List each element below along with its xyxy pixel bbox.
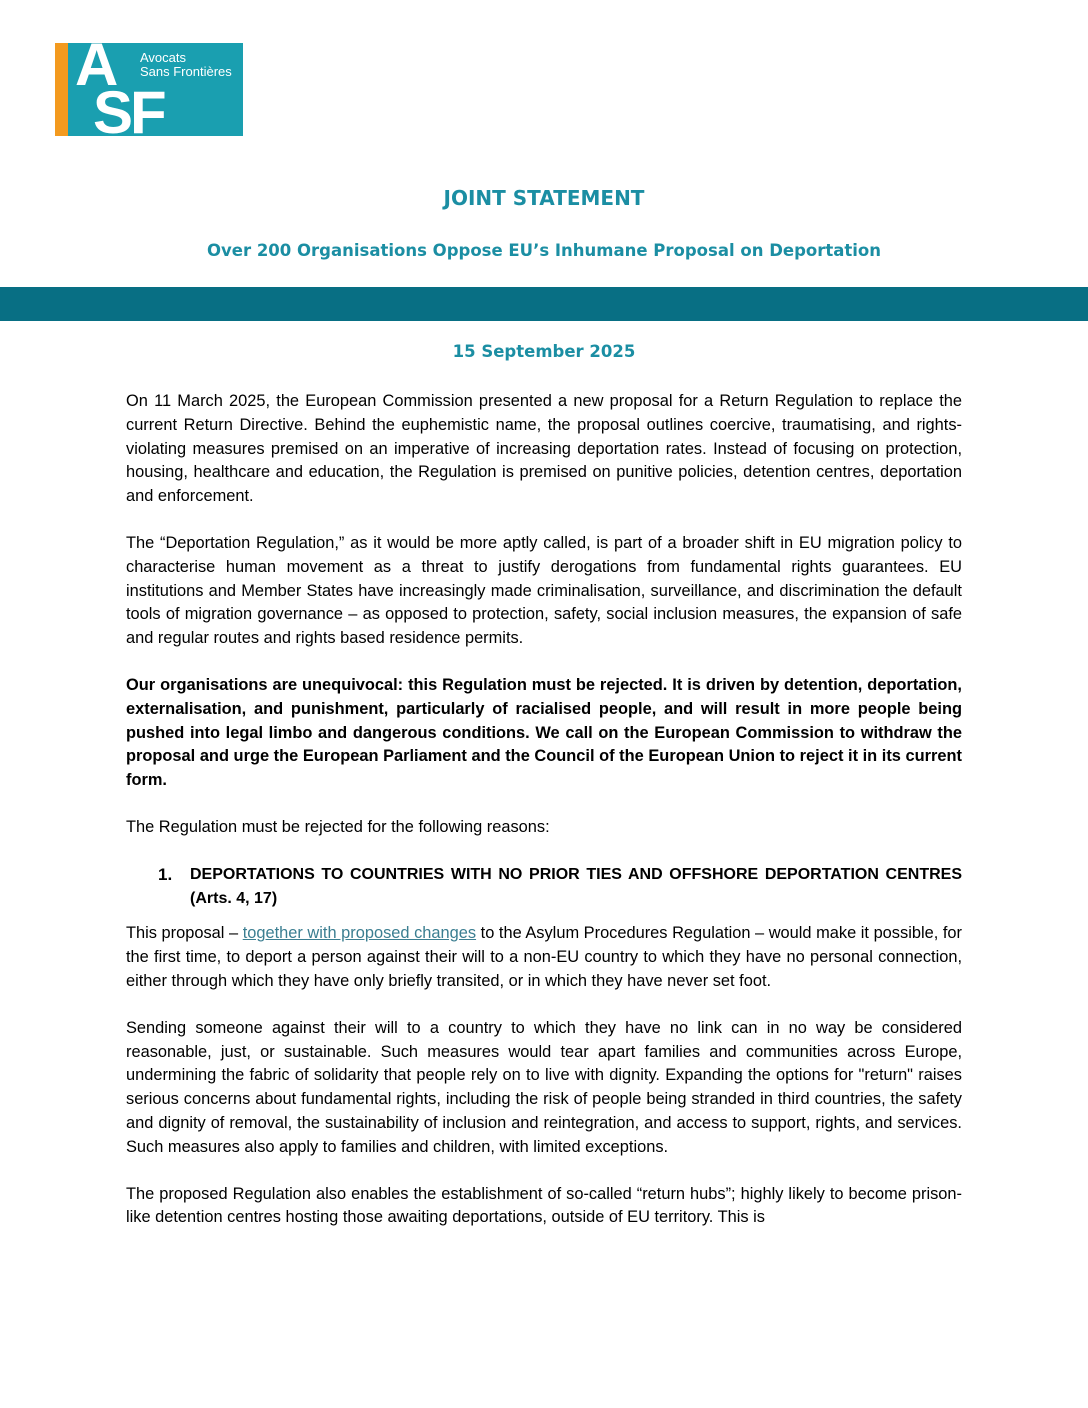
- paragraph-section1-a: [126, 922, 962, 993]
- section-heading-text: DEPORTATIONS TO COUNTRIES WITH NO PRIOR TIES AND OFFSHORE DEPORTATION CENTRES (Arts. 4, 17): [190, 865, 962, 907]
- paragraph-position: Our organisations are unequivocal: this Regulation must be rejected. It is driven by detention, deportation, externalisation, and punishment, particularly of racialised people, and will result in more people being pushed into legal limbo and dangerous conditions. We call on the European Commission to withdraw the proposal and urge the European Parliament and the Council of the European Union to reject it in its current form.: [126, 675, 962, 790]
- paragraph-section1-c: The proposed Regulation also enables the establishment of so-called “return hubs”; highly likely to become prison-like detention centres hosting those awaiting deportations, outside of EU territory. This is: [126, 1184, 962, 1227]
- text-segment: to the Asylum Procedures Regulation – would make it possible, for the first time, to deport a person against their will to a non-EU country to which they have no personal connection, either through which they have only briefly transited, or in which they have never set foot.: [126, 924, 962, 990]
- section-heading-1: [158, 863, 962, 911]
- logo-letters-sf: SF: [93, 79, 164, 136]
- logo-letter-a: A: [75, 43, 119, 98]
- header-band: [0, 287, 1088, 321]
- text-segment: This proposal –: [126, 924, 243, 943]
- statement-body: [126, 390, 962, 1230]
- paragraph-context: The “Deportation Regulation,” as it would be more aptly called, is part of a broader shift in EU migration policy to characterise human movement as a threat to justify derogations from fundamental rights guarantees. EU institutions and Member States have increasingly made criminalisation, surveillance, and discrimination the default tools of migration governance – as opposed to protection, safety, social inclusion measures, the expansion of safe and regular routes and rights based residence permits.: [126, 533, 962, 648]
- proposed-changes-link[interactable]: together with proposed changes: [242, 924, 477, 943]
- logo-name-line1: Avocats: [140, 50, 187, 65]
- logo-name-line2: Sans Frontières: [140, 64, 232, 79]
- paragraph-intro: On 11 March 2025, the European Commission presented a new proposal for a Return Regulation to replace the current Return Directive. Behind the euphemistic name, the proposal outlines coercive, traumatising, and rights-violating measures premised on an imperative of increasing deportation rates. Instead of focusing on protection, housing, healthcare and education, the Regulation is premised on punitive policies, detention centres, deportation and enforcement.: [126, 392, 962, 506]
- asf-logo: [55, 43, 243, 136]
- section-number: 1.: [158, 864, 173, 884]
- page-title: JOINT STATEMENT: [443, 186, 645, 210]
- statement-date: 15 September 2025: [452, 342, 636, 361]
- paragraph-reasons-intro: The Regulation must be rejected for the following reasons:: [126, 817, 550, 836]
- page-subtitle: Over 200 Organisations Oppose EU’s Inhumane Proposal on Deportation: [206, 241, 882, 260]
- paragraph-section1-b: Sending someone against their will to a country to which they have no link can in no way be considered reasonable, just, or sustainable. Such measures would tear apart families and communities across Europe, undermining the fabric of solidarity that people rely on to live with dignity. Expanding the options for "return" raises serious concerns about fundamental rights, including the risk of people being stranded in third countries, the safety and dignity of removal, the sustainability of inclusion and reintegration, and access to support, rights, and services. Such measures also apply to families and children, with limited exceptions.: [126, 1018, 962, 1156]
- logo-orange-stripe: [55, 43, 68, 136]
